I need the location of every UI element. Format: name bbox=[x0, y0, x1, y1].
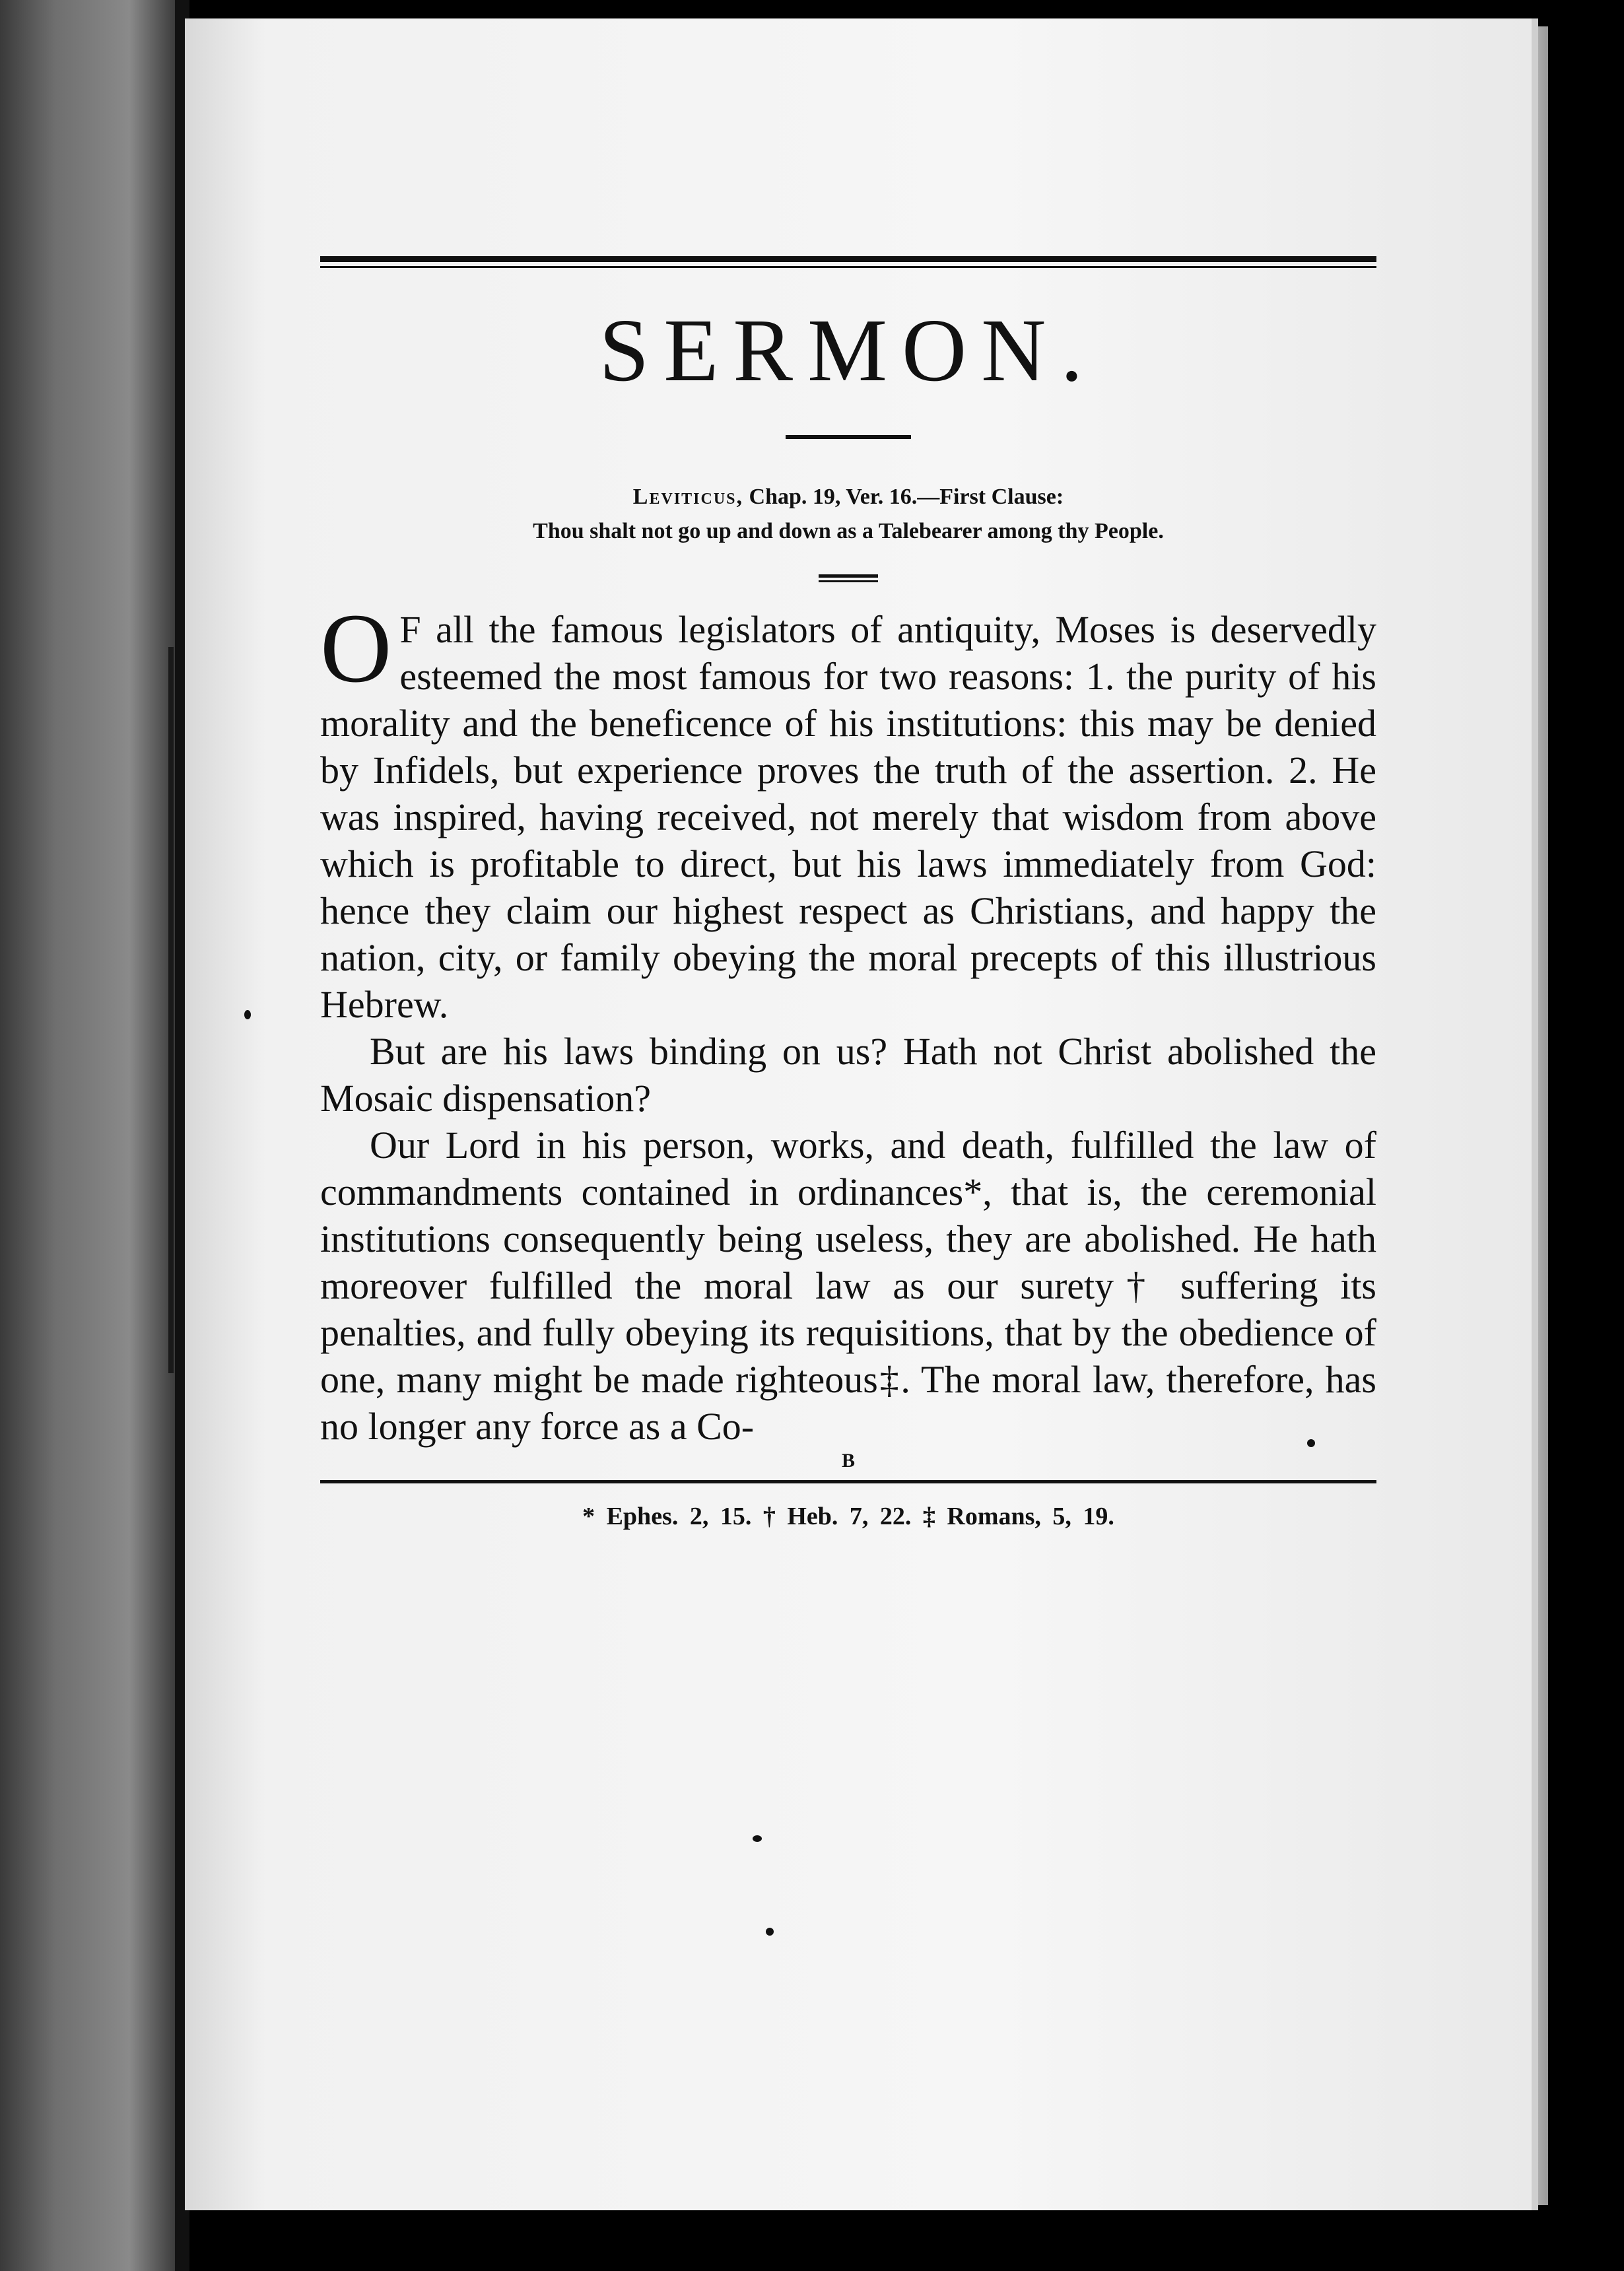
citation-book: Leviticus, bbox=[632, 484, 744, 509]
page-title: SERMON. bbox=[599, 301, 1098, 400]
header-double-rule bbox=[320, 256, 1376, 262]
facing-page-edge bbox=[0, 0, 185, 2271]
citation-chapter-verse: Chap. 19, Ver. 16.—First Clause: bbox=[743, 484, 1064, 509]
ink-speck bbox=[1307, 1439, 1315, 1447]
margin-shadow-mark bbox=[168, 647, 174, 1373]
signature-mark: B bbox=[841, 1449, 855, 1472]
paragraph-3: Our Lord in his person, works, and death, fulfilled the law of commandments contained in ordinances*, that is, the ceremonial institutions consequently being useless, they are abolished. He hath moreover fulfilled the moral law as our surety† suffering its penalties, and fully obeying its requisitions, that by the obedience of one, many might be made righteous‡. The moral law, therefore, has no longer any force as a Co- bbox=[320, 1123, 1376, 1448]
ink-speck bbox=[244, 1010, 251, 1019]
title-rule bbox=[786, 435, 911, 439]
paragraph-1 bbox=[320, 593, 1376, 1028]
paragraph-2: But are his laws binding on us? Hath not Christ abolished the Mosaic dispensation? bbox=[320, 1029, 1376, 1120]
scripture-citation bbox=[320, 480, 1376, 549]
citation-text: Thou shalt not go up and down as a Talebearer among thy People. bbox=[533, 519, 1164, 544]
footnote-rule bbox=[320, 1480, 1376, 1483]
page-content bbox=[320, 256, 1376, 1531]
sermon-body bbox=[320, 593, 1376, 1450]
ink-speck bbox=[753, 1835, 762, 1842]
paragraph-1-text: F all the famous legislators of antiquity, Moses is deservedly esteemed the most famous for two reasons: 1. the purity of his morality and the beneficence of his institutions: this may be denied by Infidels, but experience proves the truth of the assertion. 2. He was inspired, having received, not merely that wisdom from above which is profitable to direct, but his laws immediately from God: hence they claim our highest respect as Christians, and happy the nation, city, or family obeying the moral precepts of this illustrious Hebrew. bbox=[320, 607, 1376, 1026]
ink-speck bbox=[766, 1928, 774, 1936]
book-page bbox=[185, 18, 1538, 2210]
ornament-rule bbox=[819, 574, 878, 582]
drop-cap: O bbox=[320, 593, 392, 703]
citation-reference bbox=[320, 480, 1376, 515]
footnotes: * Ephes. 2, 15. † Heb. 7, 22. ‡ Romans, 5, 19. bbox=[582, 1502, 1114, 1530]
